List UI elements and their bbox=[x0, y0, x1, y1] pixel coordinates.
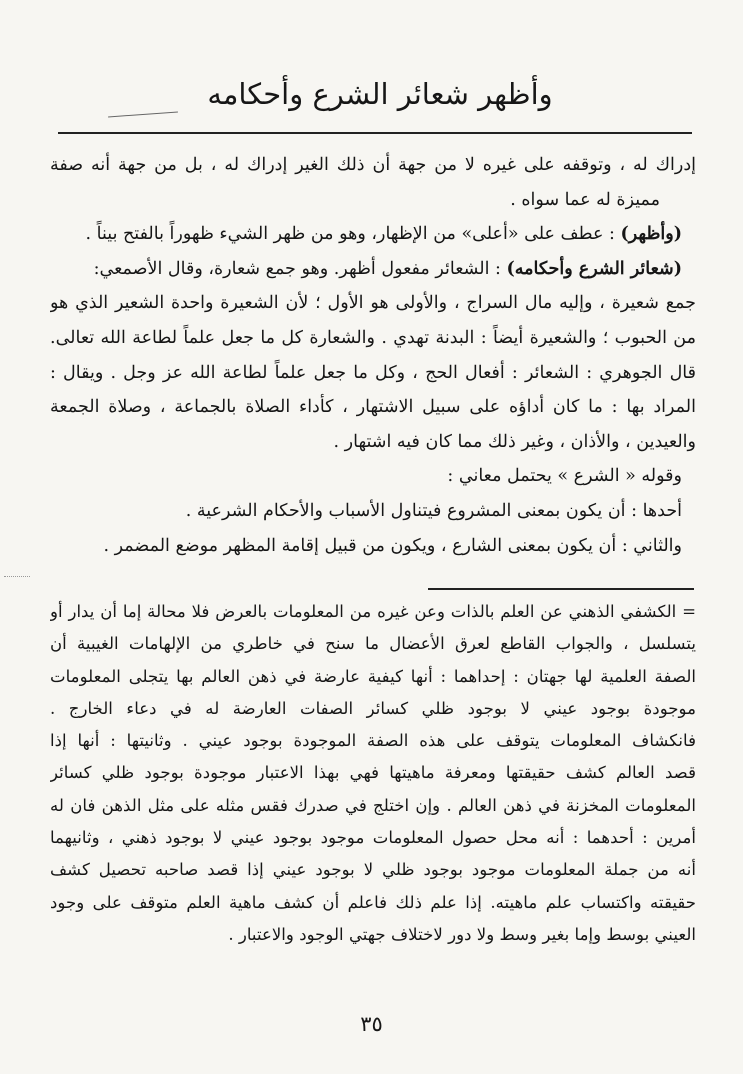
text-line: والعيدين ، والأذان ، وغير ذلك مما كان فيه اشتهار . bbox=[333, 431, 696, 452]
margin-mark bbox=[4, 576, 30, 578]
text-line bbox=[50, 217, 696, 252]
footnote-line: الصفة العلمية لها جهتان : إحداهما : أنها كيفية عارضة في ذهن العالم بها يتجلى المعلومات bbox=[50, 666, 696, 686]
footnote-rule bbox=[428, 588, 694, 590]
footnote-line: العيني بوسط وإما بغير وسط ولا دور لاختلاف جهتي الوجود والاعتبار . bbox=[228, 924, 696, 944]
footnote-line: فانكشاف المعلومات يتوقف على هذه الصفة الموجودة بوجود عيني . وثانيتها : أنها إذا bbox=[50, 731, 696, 751]
footnote-line: موجودة بوجود عيني لا بوجود ظلي كسائر الصفات العارضة له في دعاء الخارج . bbox=[50, 698, 696, 718]
term-label: (وأظهر) bbox=[620, 224, 682, 245]
footnote-line: المعلومات المخزنة في ذهن العالم . وإن اختلج في صدرك فقس مثله على مثل الذهن فان له bbox=[50, 795, 696, 815]
header-rule bbox=[58, 132, 692, 134]
text-line: أحدها : أن يكون بمعنى المشروع فيتناول الأسباب والأحكام الشرعية . bbox=[185, 500, 682, 521]
footnote-text bbox=[50, 596, 696, 951]
footnote-line: = الكشفي الذهني عن العلم بالذات وعن غيره من المعلومات بالعرض فلا محالة إما أن يدار أو bbox=[50, 602, 696, 621]
text-line: من الحبوب ؛ والشعيرة أيضاً : البدنة تهدي . والشعارة كل ما جعل علماً لطاعة الله تعالى. bbox=[50, 327, 696, 348]
footnote-line: أنه من جملة المعلومات موجود بوجود ظلي لا بوجود عيني إذا قصد صاحبه تحصيل كشف bbox=[50, 860, 696, 880]
text-line: قال الجوهري : الشعائر : أفعال الحج ، وكل ما جعل علماً لطاعة الله عز وجل . ويقال : bbox=[50, 362, 696, 383]
footnote-line: يتسلسل ، والجواب القاطع لعرق الأعضال ما سنح في خاطري من الإلهامات الغيبية أن bbox=[50, 634, 696, 654]
term-text: : عطف على «أعلى» من الإظهار، وهو من ظهر الشيء ظهوراً بالفتح بيناً . bbox=[85, 224, 615, 245]
text-line: المراد بها : ما كان أداؤه على سبيل الاشتهار ، كأداء الصلاة بالجماعة ، وصلاة الجمعة bbox=[50, 397, 696, 418]
page-number: ٣٥ bbox=[360, 1012, 383, 1036]
text-line bbox=[50, 252, 696, 287]
text-line: جمع شعيرة ، وإليه مال السراج ، والأولى هو الأول ؛ لأن الشعيرة واحدة الشعير الذي هو bbox=[50, 293, 696, 314]
footnote-line: أمرين : أحدهما : أنه محل حصول المعلومات موجود بوجود عيني لا بوجود ذهني ، وثانيهما bbox=[50, 828, 696, 848]
term-label: (شعائر الشرع وأحكامه) bbox=[506, 258, 682, 279]
page-title: وأظهر شعائر الشرع وأحكامه bbox=[207, 77, 553, 111]
text-line: إدراك له ، وتوقفه على غيره لا من جهة أن ذلك الغير إدراك له ، بل من جهة أنه صفة bbox=[50, 155, 696, 175]
text-line: وقوله « الشرع » يحتمل معاني : bbox=[447, 466, 682, 487]
main-text bbox=[50, 148, 696, 563]
footnote-line: قصد العالم كشف حقيقتها ومعرفة ماهيتها فهي بهذا الاعتبار موجودة بوجود ظلي كسائر bbox=[50, 763, 696, 783]
text-line: مميزة له عما سواه . bbox=[510, 189, 660, 210]
text-line: والثاني : أن يكون بمعنى الشارع ، ويكون من قبيل إقامة المظهر موضع المضمر . bbox=[103, 535, 682, 556]
footnote-line: حقيقته واكتساب علم ماهيته. إذا علم ذلك فاعلم أن كشف ماهية العلم متوقف على وجود bbox=[50, 892, 696, 912]
term-text: : الشعائر مفعول أظهر. وهو جمع شعارة، وقال الأصمعي: bbox=[93, 258, 501, 279]
